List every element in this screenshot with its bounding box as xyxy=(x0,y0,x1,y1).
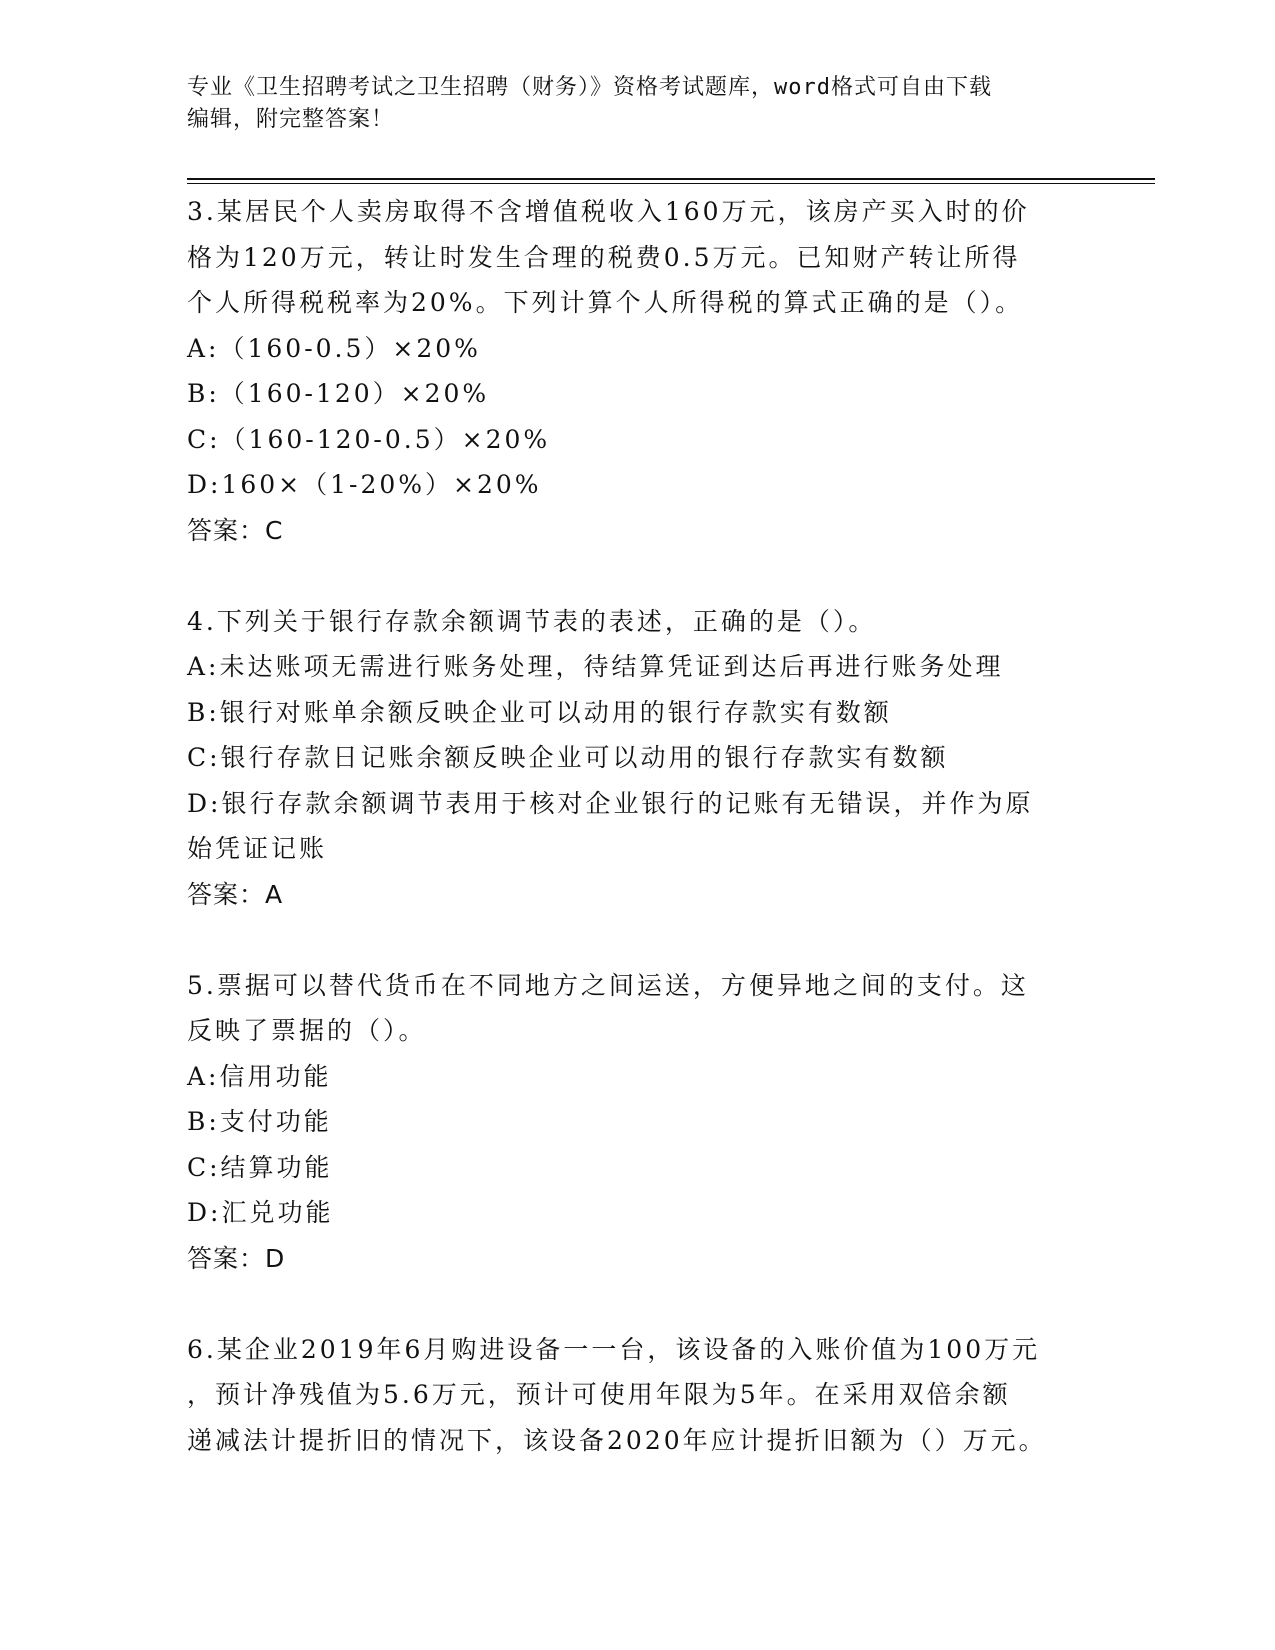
option-d: D:银行存款余额调节表用于核对企业银行的记账有无错误，并作为原 xyxy=(187,788,1034,818)
option-b: B:银行对账单余额反映企业可以动用的银行存款实有数额 xyxy=(187,697,892,727)
question-4 xyxy=(187,599,1087,918)
document-header xyxy=(187,72,1087,136)
question-list xyxy=(187,189,1087,1463)
question-stem-line: ，预计净残值为5.6万元，预计可使用年限为5年。在采用双倍余额 xyxy=(187,1380,1011,1409)
header-divider-thick xyxy=(187,178,1155,180)
question-stem-line: 格为120万元，转让时发生合理的税费0.5万元。已知财产转让所得 xyxy=(187,242,1021,272)
question-spacer xyxy=(187,553,1087,599)
question-stem-line: 3.某居民个人卖房取得不含增值税收入160万元，该房产买入时的价 xyxy=(187,197,1030,226)
question-stem-line: 6.某企业2019年6月购进设备一一台，该设备的入账价值为100万元 xyxy=(187,1334,1041,1364)
option-d-continued: 始凭证记账 xyxy=(187,834,328,863)
header-line-1: 专业《卫生招聘考试之卫生招聘（财务）》资格考试题库，word格式可自由下载 xyxy=(187,75,992,100)
question-3 xyxy=(187,189,1087,553)
question-stem-line: 反映了票据的（）。 xyxy=(187,1016,427,1045)
header-line-2: 编辑，附完整答案！ xyxy=(187,107,395,132)
question-spacer xyxy=(187,1281,1087,1327)
question-stem-line: 递减法计提折旧的情况下，该设备2020年应计提折旧额为（）万元。 xyxy=(187,1425,1047,1455)
option-d: D:汇兑功能 xyxy=(187,1198,334,1227)
answer-line: 答案：A xyxy=(187,879,284,909)
answer-line: 答案：C xyxy=(187,515,284,545)
question-stem-line: 个人所得税税率为20%。下列计算个人所得税的算式正确的是（）。 xyxy=(187,288,1024,317)
option-c: C:（160-120-0.5）×20% xyxy=(187,424,551,454)
option-b: B:（160-120）×20% xyxy=(187,379,490,408)
question-6 xyxy=(187,1327,1087,1464)
option-a: A:未达账项无需进行账务处理，待结算凭证到达后再进行账务处理 xyxy=(187,652,1004,681)
question-spacer xyxy=(187,917,1087,963)
option-a: A:（160-0.5）×20% xyxy=(187,333,481,363)
question-stem-line: 5.票据可以替代货币在不同地方之间运送，方便异地之间的支付。这 xyxy=(187,970,1029,1000)
option-a: A:信用功能 xyxy=(187,1061,332,1091)
option-c: C:结算功能 xyxy=(187,1152,333,1182)
answer-line: 答案：D xyxy=(187,1243,286,1273)
option-d: D:160×（1-20%）×20% xyxy=(187,470,542,499)
header-divider-thin xyxy=(187,183,1155,184)
option-b: B:支付功能 xyxy=(187,1107,332,1136)
question-5 xyxy=(187,963,1087,1282)
question-stem-line: 4.下列关于银行存款余额调节表的表述，正确的是（）。 xyxy=(187,606,877,636)
option-c: C:银行存款日记账余额反映企业可以动用的银行存款实有数额 xyxy=(187,743,949,772)
